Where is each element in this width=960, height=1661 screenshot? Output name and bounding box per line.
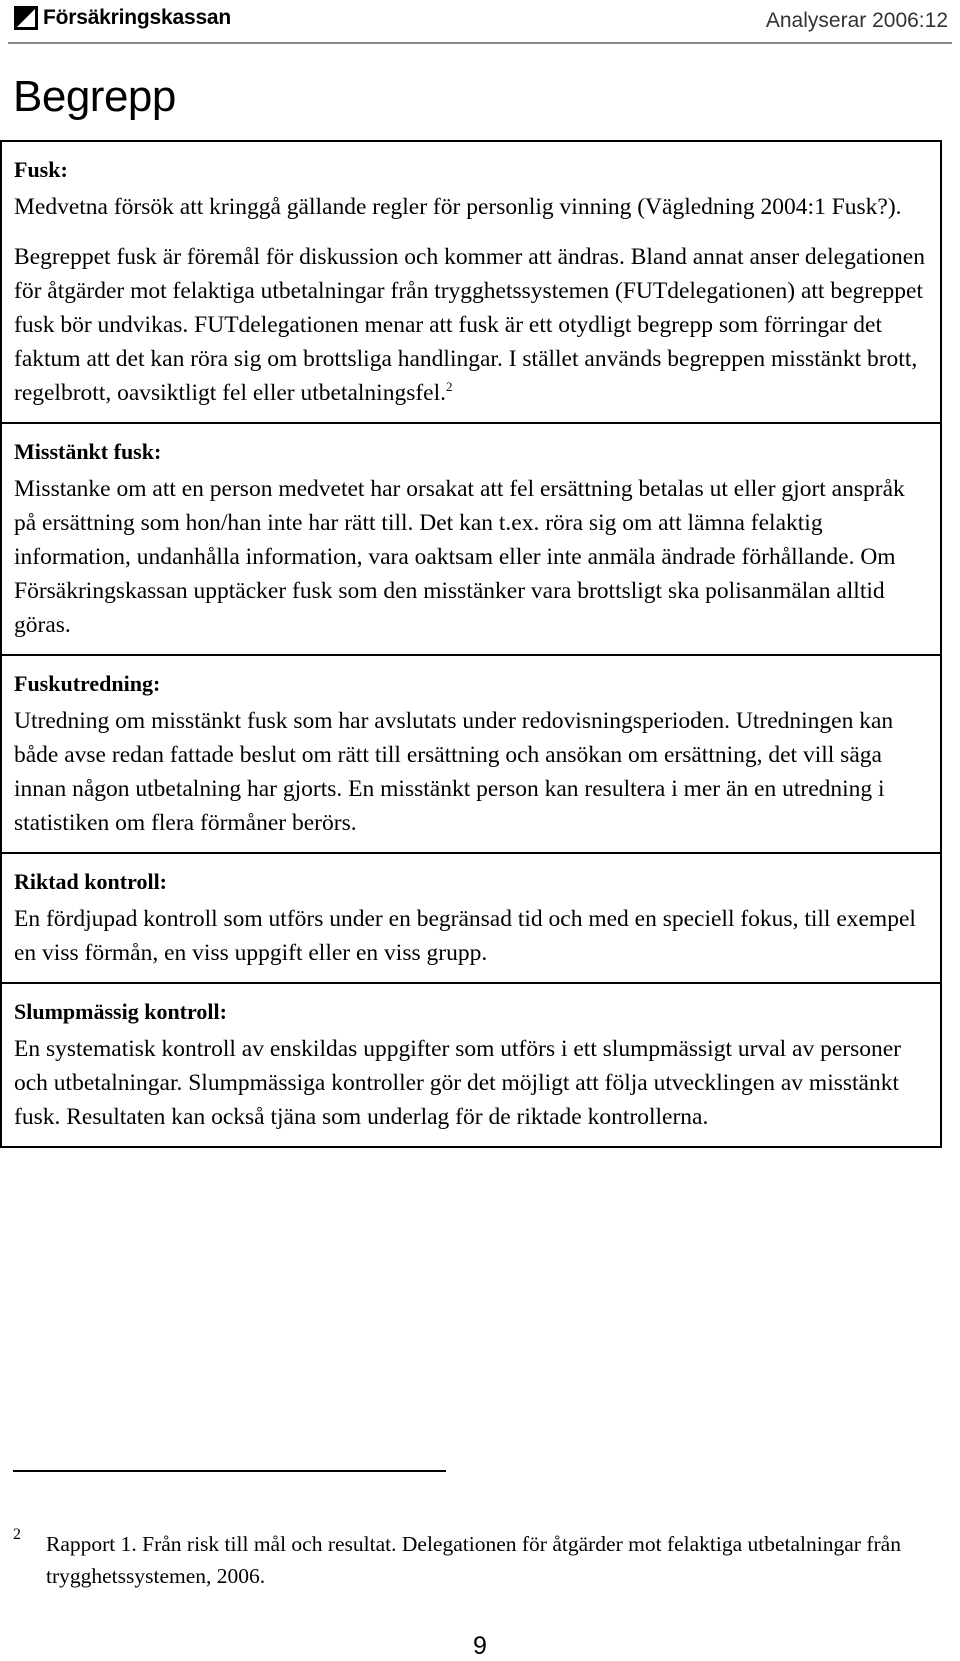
logo-icon xyxy=(14,6,38,30)
definition-text: Misstanke om att en person medvetet har orsakat att fel ersättning betalas ut eller gjort anspråk på ersättning som hon/han inte har rätt till. Det kan t.ex. röra sig om att lämna felaktig information, undanhålla information, vara oaktsam eller inte anmäla ändrade förhållande. Om Försäkringskassan upptäcker fusk som den misstänker vara brottsligt ska polisanmälan alltid göras. xyxy=(14,476,905,638)
definition-text: Utredning om misstänkt fusk som har avslutats under redovisningsperioden. Utredningen kan både avse redan fattade beslut om rätt till ersättning och ansökan om ersättning, det vill säga innan någon utbetalning har gjorts. En misstänkt person kan resultera i mer än en utredning i statistiken om flera förmåner berörs. xyxy=(14,708,894,836)
definition-riktad-kontroll xyxy=(2,852,940,982)
definition-fuskutredning xyxy=(2,654,940,852)
definition-text-span: Begreppet fusk är föremål för diskussion och kommer att ändras. Bland annat anser delegationen för åtgärder mot felaktiga utbetalningar från trygghetssystemen (FUTdelegationen) att begreppet fusk bör undvikas. FUTdelegationen menar att fusk är ett otydligt begrepp som förringar det faktum att det kan röra sig om brottsliga handlingar. I stället används begreppen misstänkt brott, regelbrott, oavsiktligt fel eller utbetalningsfel. xyxy=(14,244,925,406)
definition-term: Fuskutredning: xyxy=(14,671,161,696)
footnote-text: Rapport 1. Från risk till mål och resultat. Delegationen för åtgärder mot felaktiga utbetalningar från trygghetssystemen, 2006. xyxy=(46,1532,901,1588)
definition-term: Slumpmässig kontroll: xyxy=(14,999,227,1024)
logo-text: Försäkringskassan xyxy=(43,6,232,29)
definition-text: Medvetna försök att kringgå gällande regler för personlig vinning (Vägledning 2004:1 Fusk?). xyxy=(14,194,902,220)
logo xyxy=(14,6,231,30)
page-number: 9 xyxy=(473,1632,487,1660)
definitions-box xyxy=(0,140,942,1148)
definition-text xyxy=(14,240,928,410)
footnote-separator xyxy=(13,1470,446,1472)
definition-fusk xyxy=(2,142,940,422)
definition-text: En systematisk kontroll av enskildas uppgifter som utförs i ett slumpmässigt urval av personer och utbetalningar. Slumpmässiga kontroller gör det möjligt att följa utvecklingen av misstänkt fusk. Resultaten kan också tjäna som underlag för de riktade kontrollerna. xyxy=(14,1036,901,1130)
page-header xyxy=(8,0,952,44)
footnote-reference: 2 xyxy=(446,379,453,394)
definition-slumpmassig-kontroll xyxy=(2,982,940,1146)
document-id: Analyserar 2006:12 xyxy=(765,9,948,32)
page-title: Begrepp xyxy=(13,72,176,121)
definition-term: Fusk: xyxy=(14,157,68,182)
definition-text: En fördjupad kontroll som utförs under en begränsad tid och med en speciell fokus, till exempel en viss förmån, en viss uppgift eller en viss grupp. xyxy=(14,906,916,966)
definition-term: Misstänkt fusk: xyxy=(14,439,162,464)
definition-misstankt-fusk xyxy=(2,422,940,654)
definition-term: Riktad kontroll: xyxy=(14,869,168,894)
footnote-marker: 2 xyxy=(13,1526,21,1543)
